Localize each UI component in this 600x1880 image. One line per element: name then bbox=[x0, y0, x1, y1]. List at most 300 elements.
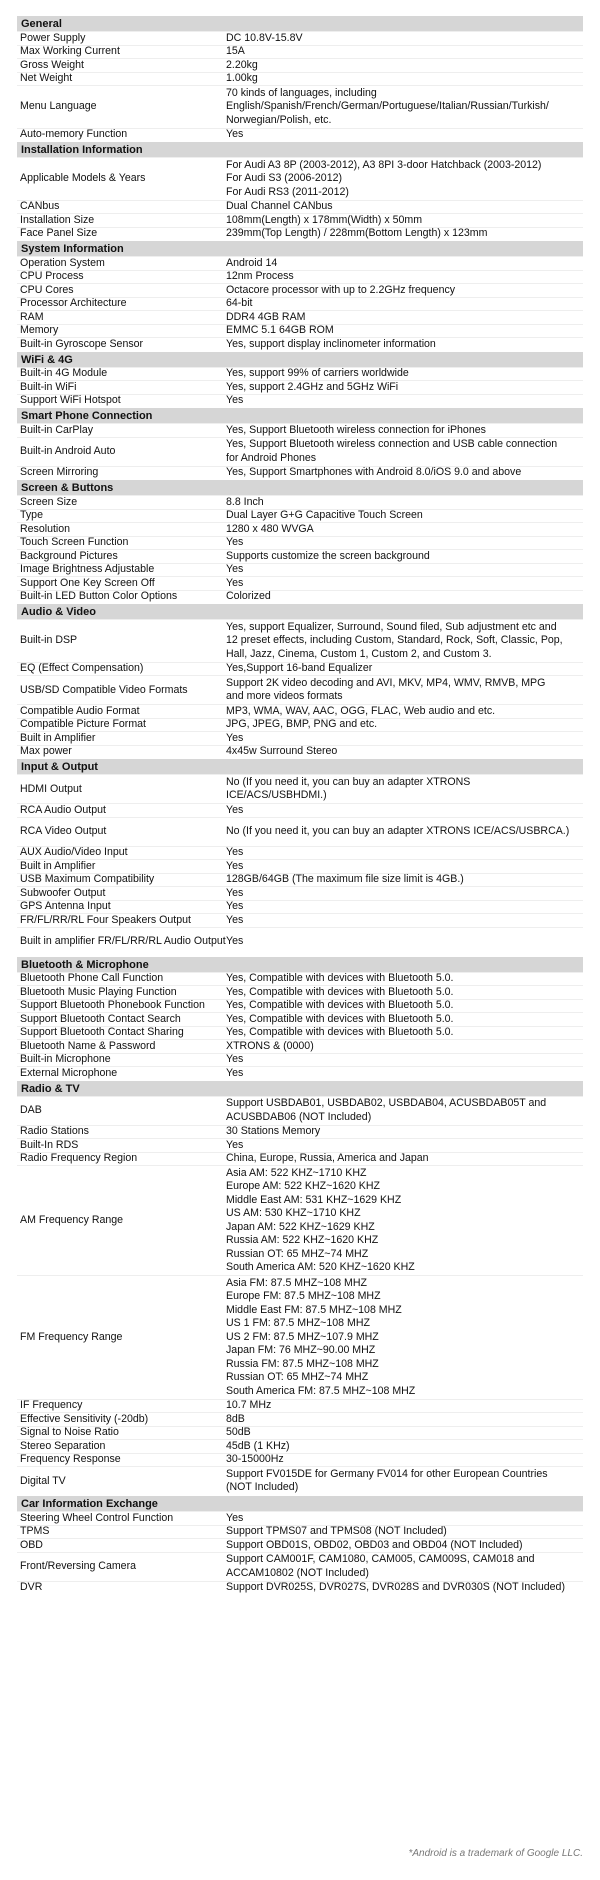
spec-value bbox=[226, 1139, 583, 1152]
spec-label bbox=[17, 1526, 226, 1539]
spec-label bbox=[17, 1440, 226, 1453]
spec-label bbox=[17, 1000, 226, 1013]
spec-value bbox=[226, 1413, 583, 1426]
spec-value-line: Japan FM: 76 MHZ~90.00 MHZ bbox=[226, 1344, 376, 1356]
spec-row bbox=[17, 1165, 583, 1275]
spec-label-text: Built in Amplifier bbox=[20, 859, 96, 872]
spec-row bbox=[17, 1039, 583, 1053]
spec-label-text: Max Working Current bbox=[20, 45, 120, 58]
spec-value bbox=[226, 257, 583, 270]
spec-value-line: Yes bbox=[226, 1053, 244, 1065]
spec-row bbox=[17, 213, 583, 227]
spec-value-line: Supports customize the screen background bbox=[226, 549, 430, 562]
spec-value-line: Colorized bbox=[226, 590, 271, 602]
spec-row bbox=[17, 731, 583, 745]
spec-value bbox=[226, 158, 583, 200]
spec-value-line: Support CAM001F, CAM1080, CAM005, CAM009S, CAM018 and bbox=[226, 1553, 535, 1565]
spec-row bbox=[17, 846, 583, 860]
spec-value-line: For Audi S3 (2006-2012) bbox=[226, 172, 343, 184]
spec-label-text: Compatible Audio Format bbox=[20, 704, 140, 717]
spec-label bbox=[17, 228, 226, 241]
spec-value-line: China, Europe, Russia, America and Japan bbox=[226, 1152, 429, 1164]
section-header-installation-information: Installation Information bbox=[17, 141, 583, 157]
spec-value-line: No (If you need it, you can buy an adapter XTRONS bbox=[226, 775, 471, 788]
spec-label-text: DVR bbox=[20, 1581, 43, 1594]
spec-value bbox=[226, 874, 583, 887]
spec-label-text: USB/SD Compatible Video Formats bbox=[20, 683, 188, 696]
spec-label bbox=[17, 1467, 226, 1495]
spec-label bbox=[17, 1276, 226, 1399]
spec-value-line: Japan AM: 522 KHZ~1629 KHZ bbox=[226, 1220, 375, 1233]
spec-row bbox=[17, 873, 583, 887]
spec-value bbox=[226, 804, 583, 817]
spec-label-text: Image Brightness Adjustable bbox=[20, 563, 155, 576]
spec-label-text: Max power bbox=[20, 745, 72, 758]
spec-row bbox=[17, 200, 583, 214]
spec-row bbox=[17, 1426, 583, 1440]
spec-label bbox=[17, 158, 226, 200]
spec-row bbox=[17, 227, 583, 241]
spec-value-line: Yes, Compatible with devices with Bluetooth 5.0. bbox=[226, 972, 454, 984]
spec-label-text: FM Frequency Range bbox=[20, 1330, 123, 1343]
spec-row bbox=[17, 985, 583, 999]
spec-label bbox=[17, 537, 226, 550]
spec-value bbox=[226, 1467, 583, 1495]
spec-label-text: Built-in 4G Module bbox=[20, 367, 108, 380]
spec-value-line: Yes bbox=[226, 128, 244, 140]
spec-value-line: Yes bbox=[226, 1138, 244, 1151]
spec-label-text: Menu Language bbox=[20, 100, 97, 113]
section-header-system-information: System Information bbox=[17, 240, 583, 256]
spec-label bbox=[17, 1582, 226, 1595]
spec-label bbox=[17, 1400, 226, 1413]
spec-value-line: 30-15000Hz bbox=[226, 1453, 284, 1465]
spec-value-line: Yes bbox=[226, 859, 244, 872]
spec-label-text: Built-in CarPlay bbox=[20, 423, 94, 436]
spec-value-line: 1280 x 480 WVGA bbox=[226, 522, 314, 535]
spec-value-line: Yes, Support Smartphones with Android 8.0/iOS 9.0 and above bbox=[226, 466, 522, 478]
spec-row bbox=[17, 157, 583, 200]
spec-value-line: Yes, Compatible with devices with Bluetooth 5.0. bbox=[226, 985, 454, 998]
spec-value-line: Middle East AM: 531 KHZ~1629 KHZ bbox=[226, 1193, 402, 1206]
spec-value-line: Yes bbox=[226, 900, 244, 912]
spec-label bbox=[17, 973, 226, 986]
spec-label-text: Frequency Response bbox=[20, 1453, 121, 1466]
spec-label-text: CANbus bbox=[20, 200, 60, 213]
spec-value bbox=[226, 467, 583, 480]
spec-label bbox=[17, 874, 226, 887]
spec-row bbox=[17, 1581, 583, 1595]
spec-value-line: Support DVR025S, DVR027S, DVR028S and DVR030S (NOT Included) bbox=[226, 1581, 565, 1593]
spec-value bbox=[226, 46, 583, 59]
spec-value-line: Support USBDAB01, USBDAB02, USBDAB04, ACUSBDAB05T and bbox=[226, 1097, 547, 1109]
spec-row bbox=[17, 803, 583, 817]
spec-value-line: Asia AM: 522 KHZ~1710 KHZ bbox=[226, 1166, 367, 1179]
spec-value-line: Europe FM: 87.5 MHZ~108 MHZ bbox=[226, 1290, 381, 1302]
spec-value-line: 64-bit bbox=[226, 297, 253, 309]
spec-row bbox=[17, 85, 583, 128]
spec-row bbox=[17, 999, 583, 1013]
spec-value-line: Yes bbox=[226, 1066, 244, 1079]
section-header-car-information-exchange: Car Information Exchange bbox=[17, 1495, 583, 1511]
section-header-radio-tv: Radio & TV bbox=[17, 1080, 583, 1096]
spec-value-line: 15A bbox=[226, 45, 245, 57]
spec-label-text: Built in Amplifier bbox=[20, 731, 96, 744]
spec-value bbox=[226, 663, 583, 676]
spec-label bbox=[17, 284, 226, 297]
spec-label bbox=[17, 986, 226, 999]
spec-label-text: RCA Video Output bbox=[20, 825, 107, 837]
spec-label bbox=[17, 86, 226, 128]
spec-value bbox=[226, 284, 583, 297]
spec-label-text: EQ (Effect Compensation) bbox=[20, 662, 144, 675]
spec-value-line: Support 2K video decoding and AVI, MKV, MP4, WMV, RMVB, MPG bbox=[226, 676, 546, 689]
spec-value-line: Yes bbox=[226, 846, 244, 858]
spec-row bbox=[17, 310, 583, 324]
spec-label-text: Auto-memory Function bbox=[20, 128, 128, 141]
spec-value-line: Yes, Support Bluetooth wireless connection and USB cable connection bbox=[226, 438, 558, 450]
spec-value-line: US 2 FM: 87.5 MHZ~107.9 MHZ bbox=[226, 1330, 379, 1343]
spec-value-line: 10.7 MHz bbox=[226, 1399, 272, 1411]
spec-value bbox=[226, 496, 583, 509]
spec-label bbox=[17, 59, 226, 72]
spec-label bbox=[17, 705, 226, 718]
spec-row bbox=[17, 1511, 583, 1525]
spec-value bbox=[226, 914, 583, 927]
spec-value-line: Yes bbox=[226, 886, 244, 899]
spec-label-text: RAM bbox=[20, 310, 44, 323]
spec-label-text: CPU Process bbox=[20, 270, 84, 283]
spec-row bbox=[17, 927, 583, 956]
spec-label-text: Operation System bbox=[20, 256, 105, 269]
spec-row bbox=[17, 297, 583, 311]
spec-value-line: 8.8 Inch bbox=[226, 495, 264, 508]
spec-value-line: Dual Channel CANbus bbox=[226, 200, 333, 212]
spec-value-line: 239mm(Top Length) / 228mm(Bottom Length) x 123mm bbox=[226, 227, 488, 239]
spec-value bbox=[226, 986, 583, 999]
spec-value bbox=[226, 311, 583, 324]
spec-label bbox=[17, 1427, 226, 1440]
spec-label bbox=[17, 676, 226, 704]
spec-label-text: Built-in DSP bbox=[20, 634, 78, 647]
spec-value-line: 1.00kg bbox=[226, 72, 258, 84]
spec-row bbox=[17, 590, 583, 604]
spec-value bbox=[226, 1040, 583, 1053]
spec-value-line: For Audi A3 8P (2003-2012), A3 8PI 3-door Hatchback (2003-2012) bbox=[226, 158, 542, 171]
spec-row bbox=[17, 1399, 583, 1413]
spec-value-line: Yes, Compatible with devices with Bluetooth 5.0. bbox=[226, 999, 454, 1011]
spec-value-line: 4x45w Surround Stereo bbox=[226, 745, 338, 757]
spec-label bbox=[17, 257, 226, 270]
spec-label-text: Built-in Microphone bbox=[20, 1053, 111, 1066]
spec-label bbox=[17, 1166, 226, 1275]
spec-value bbox=[226, 32, 583, 45]
spec-label-text: Signal to Noise Ratio bbox=[20, 1426, 119, 1439]
spec-value-line: US 1 FM: 87.5 MHZ~108 MHZ bbox=[226, 1317, 370, 1329]
spec-value bbox=[226, 818, 583, 846]
spec-value bbox=[226, 395, 583, 408]
spec-value bbox=[226, 214, 583, 227]
spec-value-line: Support TPMS07 and TPMS08 (NOT Included) bbox=[226, 1525, 447, 1537]
spec-value bbox=[226, 298, 583, 311]
spec-row bbox=[17, 774, 583, 803]
spec-label-text: USB Maximum Compatibility bbox=[20, 873, 155, 886]
spec-row bbox=[17, 913, 583, 927]
spec-label-text: Steering Wheel Control Function bbox=[20, 1511, 174, 1524]
spec-label bbox=[17, 550, 226, 563]
spec-value-line: DDR4 4GB RAM bbox=[226, 310, 306, 323]
spec-row bbox=[17, 900, 583, 914]
spec-value bbox=[226, 86, 583, 128]
spec-label bbox=[17, 1054, 226, 1067]
spec-value bbox=[226, 564, 583, 577]
spec-label-text: Front/Reversing Camera bbox=[20, 1560, 136, 1572]
spec-row bbox=[17, 423, 583, 437]
spec-value-line: Yes bbox=[226, 563, 244, 575]
spec-label bbox=[17, 620, 226, 662]
spec-label bbox=[17, 424, 226, 437]
spec-row bbox=[17, 817, 583, 846]
spec-value bbox=[226, 201, 583, 214]
spec-value bbox=[226, 620, 583, 662]
spec-label-text: AM Frequency Range bbox=[20, 1214, 124, 1226]
spec-value bbox=[226, 1126, 583, 1139]
spec-value bbox=[226, 537, 583, 550]
spec-value bbox=[226, 438, 583, 466]
spec-label bbox=[17, 496, 226, 509]
spec-value-line: EMMC 5.1 64GB ROM bbox=[226, 324, 334, 336]
spec-value-line: US AM: 530 KHZ~1710 KHZ bbox=[226, 1207, 361, 1219]
spec-label-text: Bluetooth Phone Call Function bbox=[20, 972, 164, 985]
spec-label bbox=[17, 1067, 226, 1080]
spec-label bbox=[17, 1139, 226, 1152]
spec-label-text: CPU Cores bbox=[20, 283, 74, 296]
spec-row bbox=[17, 1152, 583, 1166]
spec-label-text: Resolution bbox=[20, 522, 71, 535]
spec-label-text: Processor Architecture bbox=[20, 297, 127, 310]
spec-value-line: Norwegian/Polish, etc. bbox=[226, 113, 332, 126]
spec-value-line: Asia FM: 87.5 MHZ~108 MHZ bbox=[226, 1276, 367, 1289]
spec-value-line: Yes bbox=[226, 731, 244, 744]
spec-value-line: Octacore processor with up to 2.2GHz frequency bbox=[226, 283, 456, 296]
spec-label-text: Bluetooth Name & Password bbox=[20, 1039, 156, 1052]
spec-value bbox=[226, 719, 583, 732]
spec-value-line: Yes, support Equalizer, Surround, Sound filed, Sub adjustment etc and bbox=[226, 620, 557, 633]
spec-label bbox=[17, 368, 226, 381]
spec-row bbox=[17, 1026, 583, 1040]
section-header-screen-buttons: Screen & Buttons bbox=[17, 479, 583, 495]
spec-value-line: Yes, Support Bluetooth wireless connection for iPhones bbox=[226, 423, 486, 436]
spec-row bbox=[17, 283, 583, 297]
spec-value-line: 50dB bbox=[226, 1426, 251, 1438]
spec-row bbox=[17, 256, 583, 270]
spec-value-line: 45dB (1 KHz) bbox=[226, 1439, 290, 1452]
spec-label-text: Gross Weight bbox=[20, 58, 84, 71]
spec-label bbox=[17, 214, 226, 227]
spec-row bbox=[17, 536, 583, 550]
spec-value bbox=[226, 325, 583, 338]
spec-value-line: Russian OT: 65 MHZ~74 MHZ bbox=[226, 1247, 369, 1260]
spec-value-line: JPG, JPEG, BMP, PNG and etc. bbox=[226, 718, 378, 730]
spec-row bbox=[17, 1538, 583, 1552]
spec-value-line: ACUSBDAB06 (NOT Included) bbox=[226, 1110, 372, 1123]
spec-value bbox=[226, 73, 583, 86]
spec-row bbox=[17, 563, 583, 577]
spec-value-line: Yes bbox=[226, 536, 244, 548]
section-header-input-output: Input & Output bbox=[17, 758, 583, 774]
spec-value bbox=[226, 1454, 583, 1467]
spec-value-line: Yes bbox=[226, 576, 244, 589]
spec-label-text: Support Bluetooth Phonebook Function bbox=[20, 999, 205, 1012]
spec-label-text: Support Bluetooth Contact Sharing bbox=[20, 1026, 184, 1039]
spec-row bbox=[17, 549, 583, 563]
spec-value bbox=[226, 59, 583, 72]
spec-row bbox=[17, 1053, 583, 1067]
spec-row bbox=[17, 128, 583, 142]
spec-value bbox=[226, 1440, 583, 1453]
spec-value bbox=[226, 1427, 583, 1440]
spec-value-line: 2.20kg bbox=[226, 58, 258, 71]
spec-value bbox=[226, 510, 583, 523]
spec-label-text: HDMI Output bbox=[20, 782, 82, 795]
spec-value-line: (NOT Included) bbox=[226, 1481, 299, 1493]
spec-row bbox=[17, 704, 583, 718]
spec-label-text: Power Supply bbox=[20, 31, 86, 44]
spec-value-line: 30 Stations Memory bbox=[226, 1125, 321, 1137]
spec-label bbox=[17, 311, 226, 324]
spec-label bbox=[17, 746, 226, 759]
spec-value bbox=[226, 1013, 583, 1026]
section-header-wifi-4g: WiFi & 4G bbox=[17, 351, 583, 367]
spec-label bbox=[17, 46, 226, 59]
spec-label-text: Radio Frequency Region bbox=[20, 1152, 138, 1165]
spec-value-line: for Android Phones bbox=[226, 451, 317, 464]
spec-row bbox=[17, 72, 583, 86]
spec-label-text: Touch Screen Function bbox=[20, 536, 129, 549]
spec-value bbox=[226, 577, 583, 590]
spec-row bbox=[17, 1275, 583, 1399]
spec-label-text: RCA Audio Output bbox=[20, 803, 106, 816]
spec-row bbox=[17, 270, 583, 284]
spec-value-line: Yes, support 99% of carriers worldwide bbox=[226, 367, 409, 379]
spec-label-text: Built-in LED Button Color Options bbox=[20, 590, 178, 603]
spec-value-line: Yes, support display inclinometer information bbox=[226, 337, 436, 350]
spec-value bbox=[226, 424, 583, 437]
spec-value bbox=[226, 1166, 583, 1275]
spec-row bbox=[17, 1453, 583, 1467]
spec-value-line: Yes bbox=[226, 913, 244, 926]
spec-value-line: 12 preset effects, including Custom, Standard, Rock, Soft, Classic, Pop, bbox=[226, 634, 563, 646]
spec-value-line: 8dB bbox=[226, 1412, 245, 1425]
spec-value bbox=[226, 1276, 583, 1399]
spec-label bbox=[17, 1512, 226, 1525]
spec-value-line: South America FM: 87.5 MHZ~108 MHZ bbox=[226, 1384, 416, 1397]
spec-label bbox=[17, 201, 226, 214]
spec-label-text: OBD bbox=[20, 1538, 43, 1551]
spec-label bbox=[17, 32, 226, 45]
spec-label bbox=[17, 1013, 226, 1026]
spec-label-text: Radio Stations bbox=[20, 1125, 89, 1138]
spec-value bbox=[226, 1526, 583, 1539]
spec-label-text: DAB bbox=[20, 1104, 42, 1116]
spec-value-line: No (If you need it, you can buy an adapter XTRONS ICE/ACS/USBRCA.) bbox=[226, 824, 570, 837]
spec-label bbox=[17, 887, 226, 900]
spec-label-text: Built-in WiFi bbox=[20, 380, 77, 393]
spec-label-text: Stereo Separation bbox=[20, 1439, 106, 1452]
spec-row bbox=[17, 1138, 583, 1152]
spec-value-line: 12nm Process bbox=[226, 270, 294, 282]
spec-value-line: XTRONS & (0000) bbox=[226, 1039, 314, 1052]
spec-label-text: Subwoofer Output bbox=[20, 886, 106, 899]
spec-label bbox=[17, 1126, 226, 1139]
spec-label-text: Built-in Gyroscope Sensor bbox=[20, 337, 144, 350]
spec-label-text: Built-in Android Auto bbox=[20, 445, 116, 457]
spec-label bbox=[17, 1153, 226, 1166]
spec-row bbox=[17, 1412, 583, 1426]
spec-row bbox=[17, 1096, 583, 1125]
spec-label bbox=[17, 914, 226, 927]
spec-value-line: Hall, Jazz, Cinema, Custom 1, Custom 2, and Custom 3. bbox=[226, 647, 492, 660]
spec-value bbox=[226, 1512, 583, 1525]
spec-label bbox=[17, 1413, 226, 1426]
spec-value-line: Yes bbox=[226, 1511, 244, 1524]
spec-value bbox=[226, 1539, 583, 1552]
spec-label bbox=[17, 467, 226, 480]
spec-value bbox=[226, 973, 583, 986]
spec-value bbox=[226, 746, 583, 759]
spec-value bbox=[226, 928, 583, 956]
spec-label bbox=[17, 1539, 226, 1552]
spec-label bbox=[17, 804, 226, 817]
spec-label bbox=[17, 928, 226, 956]
spec-row bbox=[17, 886, 583, 900]
spec-label bbox=[17, 847, 226, 860]
spec-label bbox=[17, 325, 226, 338]
spec-label-text: Bluetooth Music Playing Function bbox=[20, 985, 177, 998]
spec-label-text: Digital TV bbox=[20, 1474, 66, 1487]
spec-label-text: Support Bluetooth Contact Search bbox=[20, 1012, 181, 1025]
spec-value-line: Russian OT: 65 MHZ~74 MHZ bbox=[226, 1371, 369, 1383]
spec-label bbox=[17, 860, 226, 873]
spec-label-text: GPS Antenna Input bbox=[20, 900, 111, 913]
spec-label bbox=[17, 1040, 226, 1053]
spec-value-line: Russia FM: 87.5 MHZ~108 MHZ bbox=[226, 1357, 379, 1370]
spec-value-line: Europe AM: 522 KHZ~1620 KHZ bbox=[226, 1180, 380, 1192]
spec-label bbox=[17, 1454, 226, 1467]
spec-row bbox=[17, 1525, 583, 1539]
spec-value-line: and more videos formats bbox=[226, 690, 343, 702]
spec-label-text: TPMS bbox=[20, 1525, 50, 1538]
spec-label-text: Effective Sensitivity (-20db) bbox=[20, 1412, 149, 1425]
spec-row bbox=[17, 522, 583, 536]
spec-value bbox=[226, 860, 583, 873]
spec-value-line: 128GB/64GB (The maximum file size limit is 4GB.) bbox=[226, 873, 464, 885]
spec-row bbox=[17, 619, 583, 662]
spec-label-text: Built in amplifier FR/FL/RR/RL Audio Output bbox=[20, 935, 226, 947]
spec-value bbox=[226, 1097, 583, 1125]
spec-row bbox=[17, 859, 583, 873]
spec-value-line: Yes, Compatible with devices with Bluetooth 5.0. bbox=[226, 1012, 454, 1025]
spec-label-text: Installation Size bbox=[20, 213, 95, 226]
spec-table bbox=[17, 15, 583, 1594]
spec-value-line: Yes, support 2.4GHz and 5GHz WiFi bbox=[226, 380, 399, 393]
spec-row bbox=[17, 58, 583, 72]
spec-label-text: Applicable Models & Years bbox=[20, 172, 146, 185]
spec-label-text: Net Weight bbox=[20, 72, 73, 85]
spec-value bbox=[226, 338, 583, 351]
spec-value bbox=[226, 847, 583, 860]
spec-value bbox=[226, 887, 583, 900]
